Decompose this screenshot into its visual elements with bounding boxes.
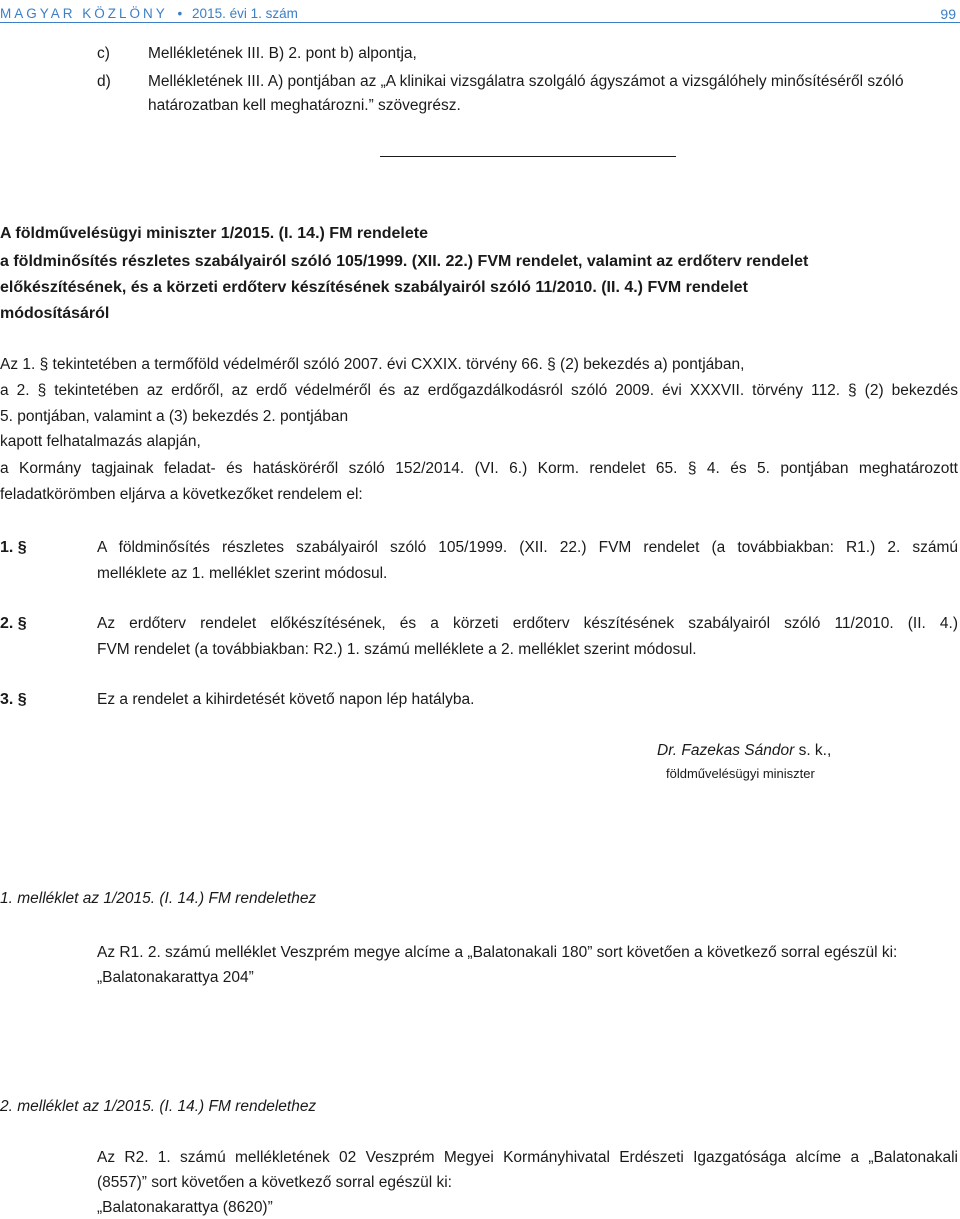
header-separator-dot: •: [177, 6, 183, 21]
preamble-line: Az 1. § tekintetében a termőföld védelméről szóló 2007. évi CXXIX. törvény 66. § (2) bekezdés a) pontjában,: [0, 356, 745, 373]
annex-text: „Balatonakarattya 204”: [97, 969, 254, 986]
signatory-role: földművelésügyi miniszter: [666, 766, 815, 781]
decree-subtitle: a földminősítés részletes szabályairól szóló 105/1999. (XII. 22.) FVM rendelet, valamint az erdőterv rendelet: [0, 253, 809, 270]
section-text: Az erdőterv rendelet előkészítésének, és a körzeti erdőterv készítésének szabályairól szóló 11/2010. (II. 4.): [97, 615, 958, 632]
preamble-line: a Kormány tagjainak feladat- és hatásköréről szóló 152/2014. (VI. 6.) Korm. rendelet 65. § 4. és 5. pontjában meghatározott: [0, 460, 958, 477]
section-text: A földminősítés részletes szabályairól szóló 105/1999. (XII. 22.) FVM rendelet (a továbbiakban: R1.) 2. számú: [97, 539, 958, 556]
section-number: 2. §: [0, 615, 27, 632]
list-item-label: d): [97, 73, 111, 90]
decree-title: A földművelésügyi miniszter 1/2015. (I. 14.) FM rendelete: [0, 225, 428, 242]
list-item-text: határozatban kell meghatározni.” szövegrész.: [148, 97, 461, 114]
signature-suffix: s. k.,: [794, 742, 832, 759]
section-text: Ez a rendelet a kihirdetését követő napon lép hatályba.: [97, 691, 475, 708]
preamble-line: kapott felhatalmazás alapján,: [0, 433, 201, 450]
page-number: 99: [940, 6, 956, 22]
preamble-line: a 2. § tekintetében az erdőről, az erdő védelméről és az erdőgazdálkodásról szóló 2009. évi XXXVII. törvény 112. § (2) bekezdés: [0, 382, 958, 399]
section-number: 1. §: [0, 539, 27, 556]
annex-text: Az R1. 2. számú melléklet Veszprém megye alcíme a „Balatonakali 180” sort követően a következő sorral egészül ki:: [97, 944, 898, 961]
journal-title: MAGYAR KÖZLÖNY: [0, 6, 168, 21]
list-item-label: c): [97, 45, 110, 62]
section-number: 3. §: [0, 691, 27, 708]
signatory-name: Dr. Fazekas Sándor: [657, 742, 795, 759]
preamble-line: 5. pontjában, valamint a (3) bekezdés 2. pontjában: [0, 408, 349, 425]
annex-text: Az R2. 1. számú mellékletének 02 Veszprém Megyei Kormányhivatal Erdészeti Igazgatósága alcíme a „Balatonakali: [97, 1149, 958, 1166]
decree-subtitle: előkészítésének, és a körzeti erdőterv készítésének szabályairól szóló 11/2010. (II. 4.) FVM rendelet: [0, 279, 748, 296]
list-item-text: Mellékletének III. B) 2. pont b) alpontja,: [148, 45, 417, 62]
section-text: FVM rendelet (a továbbiakban: R2.) 1. számú melléklete a 2. melléklet szerint módosul.: [97, 641, 697, 658]
decree-subtitle: módosításáról: [0, 305, 110, 322]
list-item-text: Mellékletének III. A) pontjában az „A klinikai vizsgálatra szolgáló ágyszámot a vizsgálóhely minősítéséről szóló: [148, 73, 904, 90]
preamble-line: feladatkörömben eljárva a következőket rendelem el:: [0, 486, 363, 503]
annex-title: 2. melléklet az 1/2015. (I. 14.) FM rendelethez: [0, 1098, 317, 1115]
annex-text: (8557)” sort követően a következő sorral egészül ki:: [97, 1174, 452, 1191]
section-divider: [380, 156, 676, 157]
section-text: melléklete az 1. melléklet szerint módosul.: [97, 565, 388, 582]
issue-label: 2015. évi 1. szám: [192, 6, 298, 21]
annex-text: „Balatonakarattya (8620)”: [97, 1199, 273, 1216]
header-rule: [0, 22, 960, 23]
signature: [657, 739, 831, 763]
annex-title: 1. melléklet az 1/2015. (I. 14.) FM rendelethez: [0, 890, 317, 907]
